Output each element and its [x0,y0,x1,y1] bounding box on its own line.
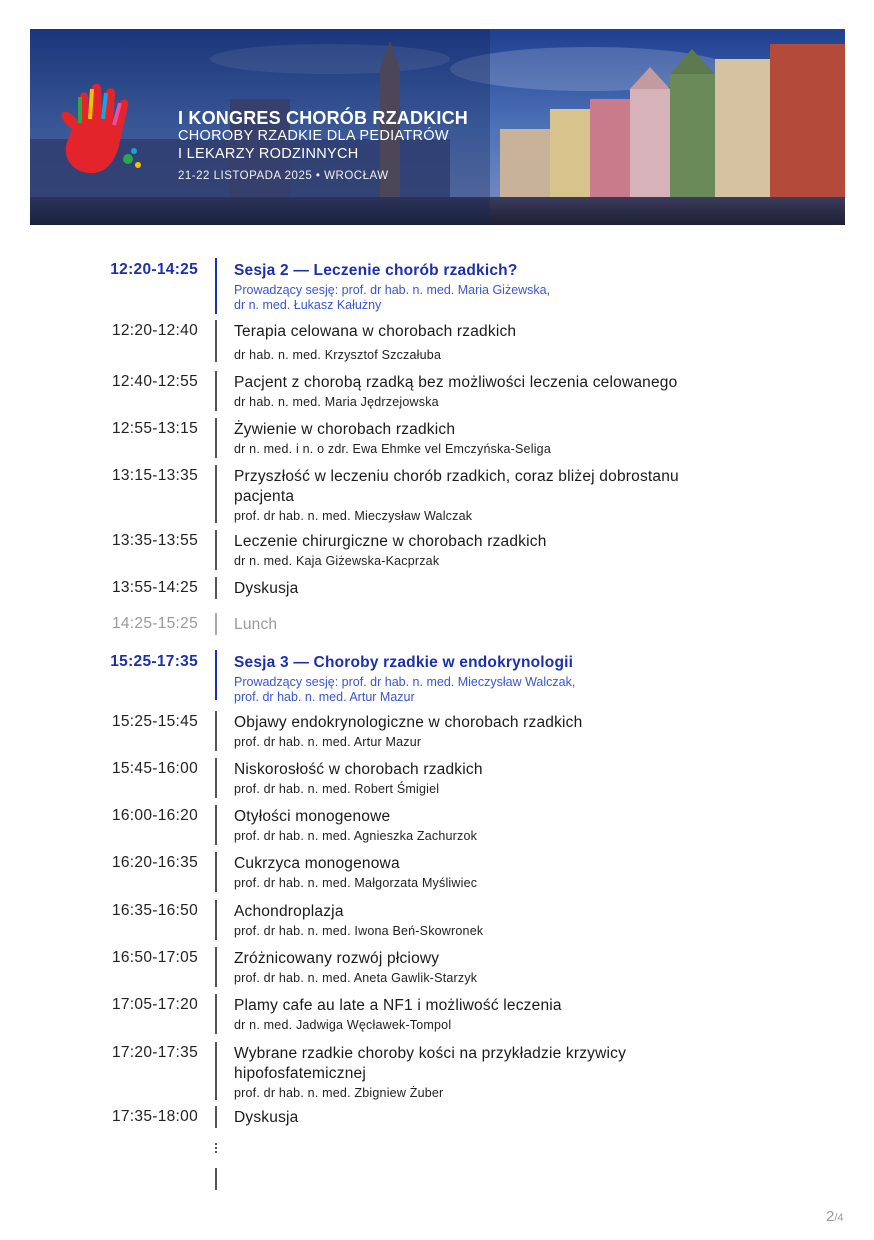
talk-title: Pacjent z chorobą rzadką bez możliwości leczenia celowanego [234,374,678,391]
agenda-time: 12:55-13:15 [111,420,198,437]
agenda-time: 15:45-16:00 [111,760,198,777]
talk-speaker: prof. dr hab. n. med. Agnieszka Zachurzok [234,829,478,843]
talk-speaker: dr n. med. Jadwiga Węcławek-Tompol [234,1018,452,1032]
agenda-time: 17:20-17:35 [111,1044,198,1061]
timeline-bar [215,994,217,1034]
page-number [826,1208,844,1225]
talk-title: Plamy cafe au late a NF1 i możliwość leczenia [234,997,562,1014]
talk-title: Objawy endokrynologiczne w chorobach rzadkich [234,714,583,731]
talk-title: Leczenie chirurgiczne w chorobach rzadkich [234,533,547,550]
talk-speaker: prof. dr hab. n. med. Artur Mazur [234,735,422,749]
timeline-bar [215,947,217,987]
talk-title: Przyszłość w leczeniu chorób rzadkich, coraz bliżej dobrostanu [234,468,679,485]
talk-title-continued: hipofosfatemicznej [234,1065,366,1082]
session-chair-line2: prof. dr hab. n. med. Artur Mazur [234,690,415,704]
agenda-time: 17:05-17:20 [111,996,198,1013]
agenda-time: 12:20-12:40 [111,322,198,339]
session-chair-line1: Prowadzący sesję: prof. dr hab. n. med. Mieczysław Walczak, [234,675,576,689]
talk-title: Terapia celowana w chorobach rzadkich [234,323,517,340]
timeline-bar [215,650,217,700]
timeline-bar [215,320,217,362]
congress-subtitle-line1: CHOROBY RZADKIE DLA PEDIATRÓW [178,128,449,144]
congress-banner [30,29,845,225]
session-chair-line2: dr n. med. Łukasz Kałużny [234,298,382,312]
talk-title: Achondroplazja [234,903,344,920]
talk-speaker: prof. dr hab. n. med. Robert Śmigiel [234,782,440,796]
timeline-bar [215,852,217,892]
talk-speaker: prof. dr hab. n. med. Mieczysław Walczak [234,509,473,523]
talk-speaker: dr n. med. i n. o zdr. Ewa Ehmke vel Emczyńska-Seliga [234,442,551,456]
lunch-label: Lunch [234,616,278,633]
timeline-bar [215,1106,217,1128]
congress-date-location: 21-22 LISTOPADA 2025 • WROCŁAW [178,170,389,182]
talk-title-continued: pacjenta [234,488,295,505]
timeline-bar [215,530,217,570]
timeline-bar [215,1042,217,1100]
timeline-bar [215,900,217,940]
talk-speaker: dr hab. n. med. Krzysztof Szczałuba [234,348,442,362]
talk-title: Dyskusja [234,1109,299,1126]
timeline-continuation-dots [214,1143,218,1155]
session-chair-line1: Prowadzący sesję: prof. dr hab. n. med. Maria Giżewska, [234,283,551,297]
agenda-time: 14:25-15:25 [111,615,198,632]
timeline-bar [215,258,217,314]
talk-speaker: dr hab. n. med. Maria Jędrzejowska [234,395,439,409]
talk-title: Dyskusja [234,580,299,597]
timeline-bar [215,711,217,751]
agenda-time: 17:35-18:00 [111,1108,198,1125]
talk-speaker: prof. dr hab. n. med. Małgorzata Myśliwiec [234,876,478,890]
session-title: Sesja 3 — Choroby rzadkie w endokrynologii [234,654,574,671]
session-time: 15:25-17:35 [110,653,198,670]
talk-title: Żywienie w chorobach rzadkich [234,421,456,438]
timeline-bar [215,805,217,845]
agenda-time: 16:00-16:20 [111,807,198,824]
session-time: 12:20-14:25 [110,261,198,278]
talk-title: Zróżnicowany rozwój płciowy [234,950,440,967]
talk-title: Cukrzyca monogenowa [234,855,400,872]
agenda-time: 12:40-12:55 [111,373,198,390]
agenda-time: 13:35-13:55 [111,532,198,549]
talk-speaker: prof. dr hab. n. med. Aneta Gawlik-Starzyk [234,971,478,985]
session-title: Sesja 2 — Leczenie chorób rzadkich? [234,262,518,279]
agenda-time: 13:55-14:25 [111,579,198,596]
talk-speaker: prof. dr hab. n. med. Iwona Beń-Skowronek [234,924,484,938]
timeline-bar [215,758,217,798]
agenda-time: 13:15-13:35 [111,467,198,484]
timeline-bar [215,371,217,411]
talk-speaker: dr n. med. Kaja Giżewska-Kacprzak [234,554,440,568]
congress-title: I KONGRES CHORÓB RZADKICH [178,108,469,128]
colorful-hand-logo [54,79,154,189]
timeline-bar [215,577,217,599]
talk-title: Niskorosłość w chorobach rzadkich [234,761,483,778]
page-current: 2 [826,1208,835,1225]
timeline-bar [215,465,217,523]
agenda-time: 16:50-17:05 [111,949,198,966]
congress-subtitle-line2: I LEKARZY RODZINNYCH [178,146,359,162]
agenda-time: 15:25-15:45 [111,713,198,730]
page-total: /4 [834,1212,844,1224]
timeline-end-bar [215,1168,217,1190]
talk-title: Wybrane rzadkie choroby kości na przykładzie krzywicy [234,1045,627,1062]
timeline-bar [215,613,217,635]
talk-speaker: prof. dr hab. n. med. Zbigniew Żuber [234,1086,444,1100]
timeline-bar [215,418,217,458]
agenda-time: 16:20-16:35 [111,854,198,871]
agenda-time: 16:35-16:50 [111,902,198,919]
talk-title: Otyłości monogenowe [234,808,391,825]
